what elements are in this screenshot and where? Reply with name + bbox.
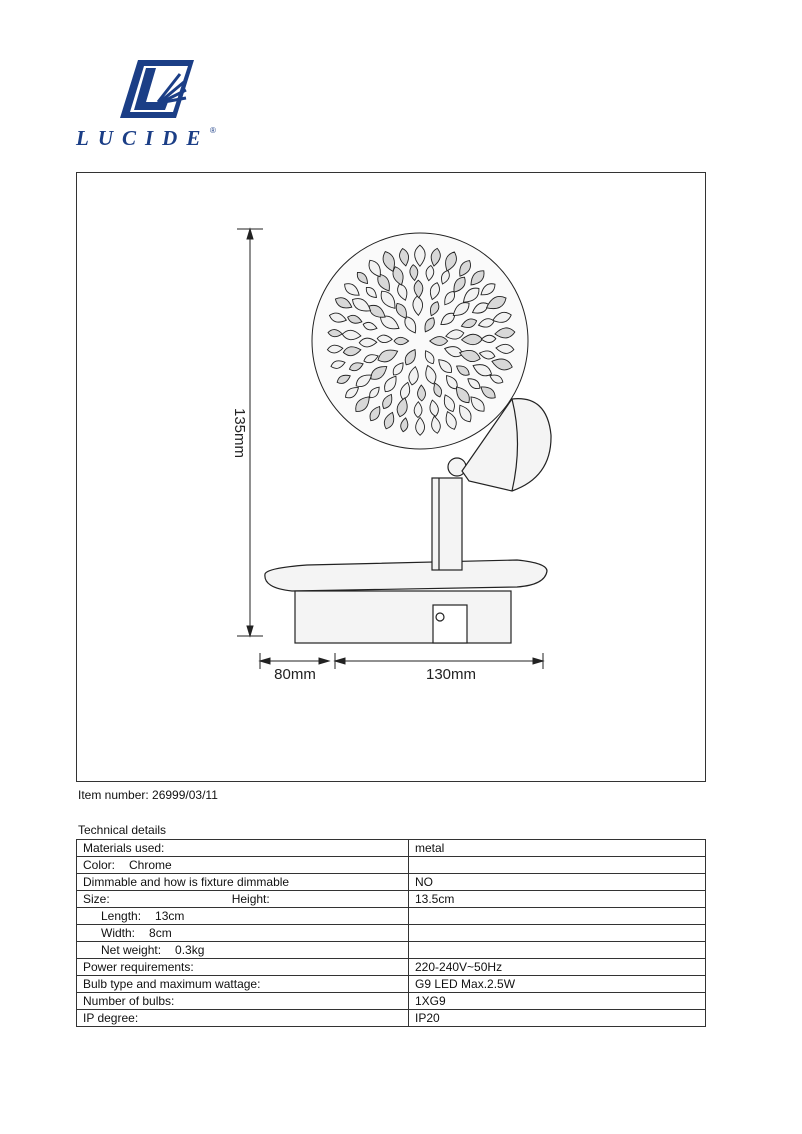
power-value: 220-240V~50Hz [409,959,706,976]
table-row [77,976,706,993]
length-value: 13cm [155,909,185,923]
table-row [77,908,706,925]
table-row [77,993,706,1010]
registered-mark: ® [210,126,216,135]
table-row [77,942,706,959]
bulbs-count-value: 1XG9 [409,993,706,1010]
table-row [77,840,706,857]
table-row [77,959,706,976]
item-number: Item number: 26999/03/11 [78,788,218,802]
length-cell [77,908,409,925]
height-label: 135mm [231,407,248,459]
table-row [77,1010,706,1027]
weight-label: Net weight: [101,943,162,957]
ip-value: IP20 [409,1010,706,1027]
technical-details-title: Technical details [78,823,167,837]
color-label: Color: [83,858,116,872]
width-value: 8cm [149,926,172,940]
table-row [77,925,706,942]
color-value: Chrome [129,858,172,872]
bulbs-count-label: Number of bulbs: [77,993,409,1010]
bulb-label: Bulb type and maximum wattage: [77,976,409,993]
logo-mark-icon [76,58,226,128]
table-row [77,891,706,908]
size-label: Size: [83,892,110,906]
table-row [77,874,706,891]
technical-drawing [76,172,706,782]
length-label: 130mm [425,666,477,683]
dimmable-value: NO [409,874,706,891]
materials-label: Materials used: [77,840,409,857]
table-row [77,857,706,874]
width-cell [77,925,409,942]
logo-wordmark: LUCIDE [76,126,210,150]
weight-cell [77,942,409,959]
size-cell [77,891,409,908]
weight-value: 0.3kg [175,943,205,957]
bulb-value: G9 LED Max.2.5W [409,976,706,993]
power-label: Power requirements: [77,959,409,976]
lamp-stem [432,458,466,570]
specs-table [76,839,706,1027]
lucide-logo [76,58,226,158]
width-label: 80mm [274,666,316,683]
height-label: Height: [231,892,270,906]
height-value: 13.5cm [409,891,706,908]
lamp-base [265,560,547,643]
materials-value: metal [409,840,706,857]
ip-label: IP degree: [77,1010,409,1027]
width-label: Width: [101,926,136,940]
length-label: Length: [101,909,142,923]
color-cell [77,857,409,874]
dimmable-label: Dimmable and how is fixture dimmable [77,874,409,891]
